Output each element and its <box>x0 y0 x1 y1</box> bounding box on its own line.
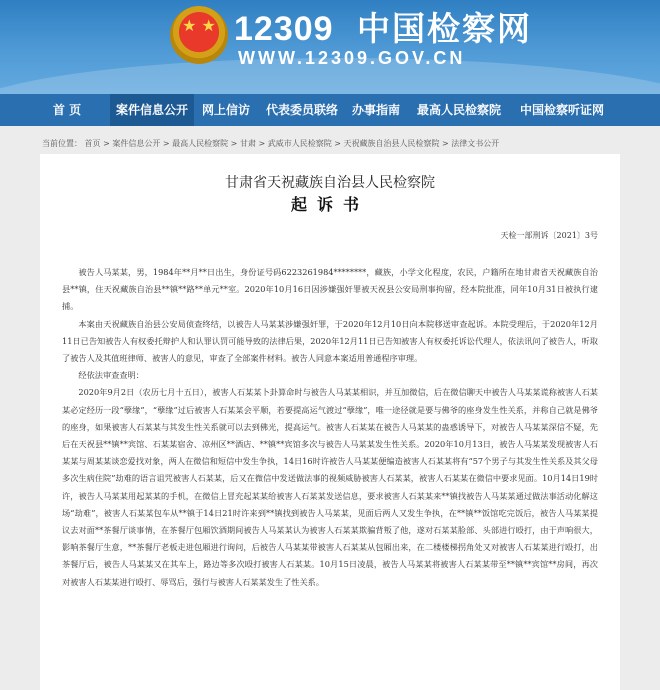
paragraph-case-procedure: 本案由天祝藏族自治县公安局侦查终结，以被告人马某某涉嫌强奸罪，于2020年12月10日向本院移送审查起诉。本院受理后，于2020年12月11日已告知被告人有权委托辩护人和认罪认罚可能导致的法律后果，2020年12月11日已告知被害人有权委托诉讼代理人，依法讯问了被告人，听取了被告人及其值班律师、被害人的意见，审查了全部案件材料。被告人同意本案适用普通程序审理。 <box>62 318 598 364</box>
nav-hearing-network[interactable]: 中国检察听证网 <box>519 103 604 117</box>
document-body <box>62 264 598 591</box>
nav-home[interactable]: 首 页 <box>52 103 82 117</box>
breadcrumb[interactable]: 当前位置： 首页 > 案件信息公开 > 最高人民检察院 > 甘肃 > 武威市人民检察院 > 天祝藏族自治县人民检察院 > 法律文书公开 <box>42 139 500 148</box>
nav-supreme-procuratorate[interactable]: 最高人民检察院 <box>416 103 501 117</box>
site-logo-name[interactable]: 中国检察网 <box>357 9 532 48</box>
paragraph-facts: 2020年9月2日（农历七月十五日），被害人石某某卜卦算命时与被告人马某某相识，并互加微信，后在微信聊天中被告人马某某谎称被害人石某某必定经历一段“孽缘”，“孽缘”过后被害人石某某会平顺，若要提高运气渡过“孽缘”，唯一途径就是要与佛爷的座身发生性关系，并称自己就是佛爷的座身，如果被害人石某某与其发生性关系就可以去到佛光，提高运气。被害人石某某在被告人马某某的蛊惑诱导下，对被告人马某某深信不疑，先后在天祝县**镇**宾馆、石某某宿舍、凉州区**酒店、**镇**宾馆多次与被告人马某某发生性关系。2020年10月13日，被告人马某某发现被害人石某某与周某某谈恋爱找对象，两人在微信和短信中发生争执，14日16时许被告人马某某便编造被害人石某某将有“57个男子与其发生性关系及其父母多次生病住院”劫难的语言诅咒被害人石某某，后又在微信中发送做法事的视频威胁被害人石某某，被害人石某某在微信中要求见面。10月14日19时许，被告人马某某用起某某的手机，在微信上冒充起某某给被害人石某某发送信息，要求被害人石某某来**镇找被告人马某某通过做法事活动化解这场“劫难”，被害人石某某包车从**镇于14日21时许来到**镇找到被告人马某某，见面后两人又发生争执，在**镇**饭馆吃完饭后，被告人马某某提议去对面**茶餐厅谈事情，在茶餐厅包厢饮酒期间被告人马某某认为被害人石某某欺骗背叛了他，遂对石某某脸部、头部进行殴打，由于声响很大，影响茶餐厅生意，**茶餐厅老板走进包厢进行询问，后被告人马某某带被害人石某某从包厢出来，在二楼楼梯拐角处又对被害人石某某进行殴打，出茶餐厅后，被告人马某某又在其车上，路边等多次殴打被害人石某某。10月15日凌晨，被告人马某某将被害人石某某带至**镇**宾馆**房间，再次对被害人石某某进行殴打、辱骂后，强行与被害人石某某发生了性关系。 <box>62 387 598 587</box>
nav-service-guide[interactable]: 办事指南 <box>351 103 400 117</box>
paragraph-defendant-info: 被告人马某某，男，1984年**月**日出生，身份证号码6223261984********，藏族，小学文化程度，农民，户籍所在地甘肃省天祝藏族自治县**镇，住天祝藏族自治县**镇**路**单元**室。2020年10月16日因涉嫌强奸罪被天祝县公安局刑事拘留，经本院批准，同年10月31日被执行逮捕。 <box>62 267 598 312</box>
nav-deputy-liaison[interactable]: 代表委员联络 <box>265 103 338 117</box>
document-number: 天检一部刑诉〔2021〕3号 <box>500 231 598 240</box>
site-logo-number[interactable]: 12309 <box>234 10 334 48</box>
main-navigation <box>0 94 660 126</box>
nav-case-info[interactable]: 案件信息公开 <box>110 94 194 126</box>
document-organization: 甘肃省天祝藏族自治县人民检察院 <box>225 175 435 191</box>
document-title: 起诉书 <box>290 195 369 214</box>
document-paper <box>40 154 620 690</box>
national-emblem-icon[interactable]: ★ ★ <box>170 6 228 64</box>
site-url: WWW.12309.GOV.CN <box>238 48 466 68</box>
nav-online-petition[interactable]: 网上信访 <box>201 103 250 117</box>
paragraph-review-intro: 经依法审查查明： <box>78 370 144 381</box>
